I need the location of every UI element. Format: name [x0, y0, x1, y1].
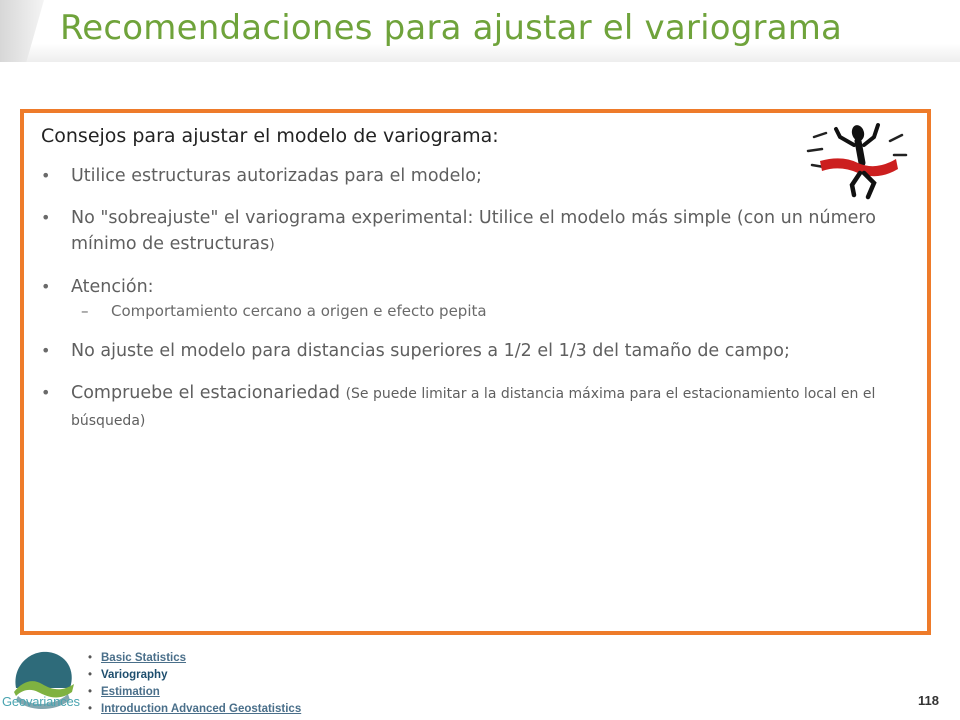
tip-item [41, 274, 901, 322]
nav-item-estimation[interactable] [88, 684, 301, 701]
tip-suffix: ) [269, 237, 275, 253]
content-box [20, 109, 931, 635]
nav-item-variography[interactable] [88, 667, 301, 684]
nav-item-basic-statistics[interactable] [88, 650, 301, 667]
tips-list [41, 163, 901, 450]
title-band-accent [0, 0, 44, 62]
sub-list [71, 300, 901, 322]
nav-item-advanced-geostatistics[interactable] [88, 701, 301, 718]
sub-item: – Comportamiento cercano a origen e efecto pepita [71, 300, 901, 322]
tip-text: No ajuste el modelo para distancias superiores a 1/2 el 1/3 del tamaño de campo; [71, 341, 790, 361]
page-title: Recomendaciones para ajustar el variograma [60, 8, 843, 48]
nav-link[interactable]: Basic Statistics [101, 652, 187, 664]
nav-link[interactable]: Introduction Advanced Geostatistics [101, 703, 302, 715]
tip-text: Utilice estructuras autorizadas para el modelo; [71, 166, 482, 186]
logo-text: Geovariances [2, 694, 80, 709]
tip-text: Atención: [71, 277, 154, 297]
footer-nav [88, 650, 301, 718]
tip-item [41, 380, 901, 434]
tip-text: Compruebe el estacionariedad [71, 383, 346, 403]
tip-item [41, 338, 901, 364]
tip-item [41, 163, 901, 189]
tip-text: No "sobreajuste" el variograma experimental: Utilice el modelo más simple (con un número mínimo de estructuras [71, 208, 876, 254]
tip-suffix: (Se puede limitar a la distancia máxima para el estacionamiento local en el búsqueda) [71, 386, 876, 429]
nav-link-active[interactable]: Variography [101, 669, 168, 681]
page-number: 118 [918, 693, 939, 708]
intro-text: Consejos para ajustar el modelo de variograma: [41, 125, 499, 147]
tip-item [41, 205, 901, 258]
nav-link[interactable]: Estimation [101, 686, 160, 698]
